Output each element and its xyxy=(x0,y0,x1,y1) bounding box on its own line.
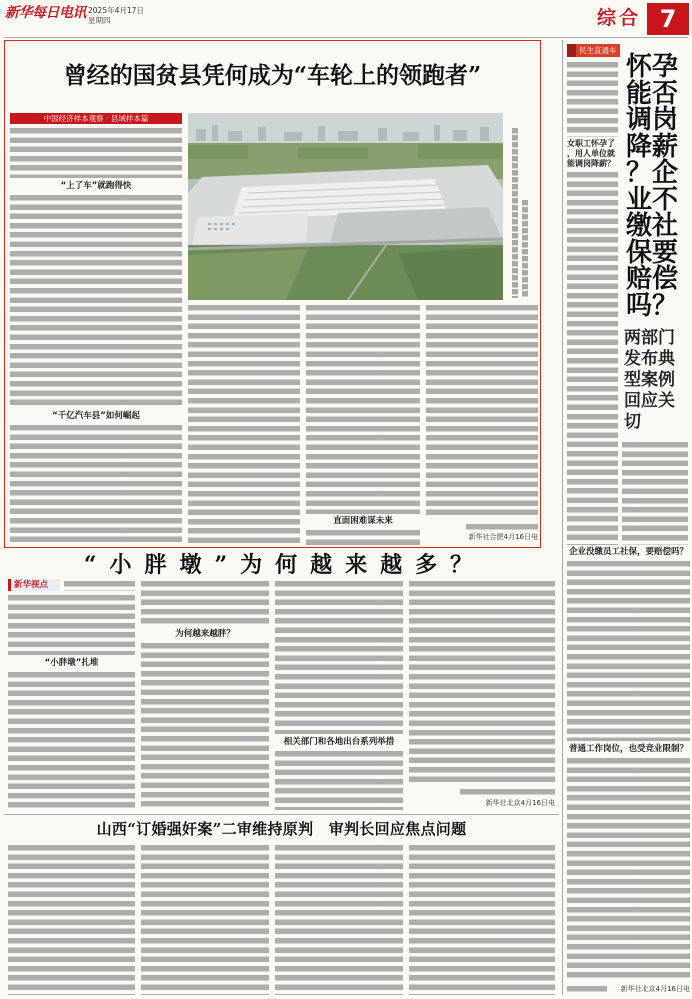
body-text xyxy=(141,581,269,627)
body-text xyxy=(306,530,420,545)
side-headline: 怀孕能否调岗降薪？企业不缴社保要赔偿吗？ xyxy=(626,52,679,321)
column-tag xyxy=(567,44,620,57)
side-subtitle: 两部门发布典型案例回应关切 xyxy=(624,328,675,432)
aerial-factory-photo xyxy=(188,113,503,300)
issue-date: 2025年4月17日 xyxy=(88,6,144,15)
lead-subhead: “千亿汽车县”如何崛起 xyxy=(52,411,140,421)
reporter-byline xyxy=(466,524,538,530)
body-text xyxy=(567,172,618,545)
section-name: 综合 xyxy=(597,7,642,29)
column-divider xyxy=(562,40,563,995)
body-text xyxy=(64,581,135,591)
body-text xyxy=(8,672,135,810)
body-text xyxy=(622,442,688,545)
body-text xyxy=(275,581,403,734)
side-subhead: 企业没缴员工社保，要赔偿吗？ xyxy=(568,547,688,557)
reporter-byline xyxy=(460,789,555,795)
body-text xyxy=(567,758,690,980)
court-headline: 山西“订婚强奸案”二审维持原判 审判长回应焦点问题 xyxy=(96,820,467,838)
photo-credit xyxy=(522,200,528,298)
side-subhead: 女职工怀孕了，用人单位就能调岗降薪？ xyxy=(567,139,615,168)
feature-column-tag: 新华视点 xyxy=(8,579,60,591)
photo-caption xyxy=(512,128,518,298)
issue-weekday: 星期四 xyxy=(88,16,111,25)
feature-headline: “小胖墩”为何越来越多？ xyxy=(83,552,486,578)
feature-subhead: “小胖墩”扎堆 xyxy=(44,658,99,668)
side-dateline: 新华社北京4月16日电 xyxy=(620,985,690,993)
body-text xyxy=(8,595,135,655)
body-text xyxy=(275,845,403,995)
body-text xyxy=(409,845,555,995)
body-text xyxy=(10,128,182,178)
body-text xyxy=(188,305,300,545)
column-tag-label: 民生直通车 xyxy=(579,46,617,55)
side-subhead: 普通工作岗位，也受竞业限制？ xyxy=(568,744,688,754)
lead-dateline: 新华社合肥4月16日电 xyxy=(468,533,538,541)
section-rule xyxy=(4,814,559,815)
body-text xyxy=(306,305,420,514)
body-text xyxy=(141,845,269,995)
body-text xyxy=(426,305,538,515)
feature-subhead: 相关部门和各地出台系列举措 xyxy=(283,737,395,747)
body-text xyxy=(567,62,618,137)
lead-kicker: 中国经济样本观察 · 县域样本篇 xyxy=(10,113,182,124)
lead-subhead: 直面困难谋未来 xyxy=(333,516,393,526)
body-text xyxy=(275,751,403,810)
body-text xyxy=(10,425,182,545)
column-tag-icon xyxy=(567,44,576,57)
feature-subhead: 为何越来越胖？ xyxy=(175,629,235,639)
body-text xyxy=(8,845,135,995)
body-text xyxy=(409,581,555,785)
body-text xyxy=(141,643,269,810)
lead-headline: 曾经的国贫县凭何成为“车轮上的领跑者” xyxy=(63,62,482,89)
feature-dateline: 新华社北京4月16日电 xyxy=(485,799,555,807)
page-number: 7 xyxy=(647,3,689,35)
masthead-logo: 新华每日电讯 xyxy=(5,5,86,21)
body-text xyxy=(567,561,690,741)
body-text xyxy=(10,195,182,408)
masthead-rule xyxy=(4,37,688,38)
lead-subhead: “上了车”就跑得快 xyxy=(60,181,132,191)
